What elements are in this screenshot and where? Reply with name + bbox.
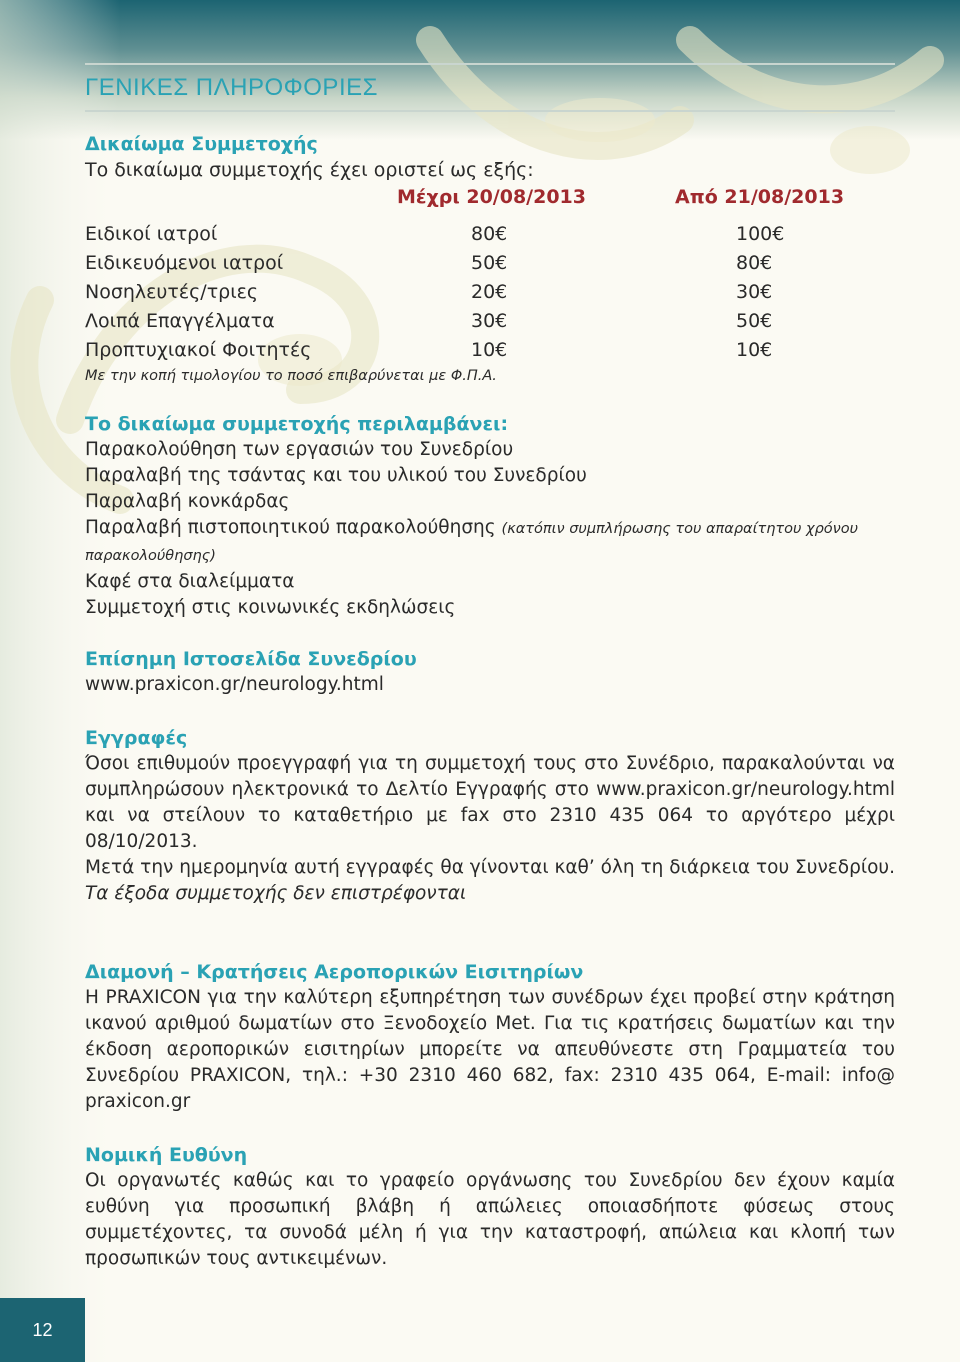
- participation-intro: Το δικαίωμα συμμετοχής έχει οριστεί ως εξής:: [85, 159, 534, 181]
- fee-category: Λοιπά Επαγγέλματα: [85, 310, 275, 332]
- includes-item: Παραλαβή κονκάρδας: [85, 491, 290, 512]
- registration-text: Μετά την ημερομηνία αυτή εγγραφές θα γίνονται καθ’ όλη τη διάρκεια του Συνεδρίου.: [85, 857, 895, 878]
- registration-heading: Εγγραφές: [85, 727, 188, 749]
- fee-late: 80€: [736, 252, 773, 274]
- includes-section: [85, 411, 895, 621]
- fee-row: [85, 249, 895, 278]
- registration-text: Όσοι επιθυμούν προεγγραφή για τη συμμετοχή τους στο Συνέδριο, παρακαλούνται να συμπληρώσουν ηλεκτρονικά το Δελτίο Εγγραφής στο www.praxicon.gr/neurology.html και να στείλουν το καταθετήριο με fax στο 2310 435 064 το αργότερο μέχρι 08/10/2013.: [85, 753, 895, 852]
- fee-early: 30€: [471, 310, 508, 332]
- fee-category: Ειδικοί ιατροί: [85, 223, 218, 245]
- fee-table-header: [85, 186, 895, 214]
- fee-late: 10€: [736, 339, 773, 361]
- fee-row: [85, 336, 895, 365]
- fee-early: 10€: [471, 339, 508, 361]
- fee-category: Προπτυχιακοί Φοιτητές: [85, 339, 312, 361]
- page-title: ΓΕΝΙΚΕΣ ΠΛΗΡΟΦΟΡΙΕΣ: [85, 74, 378, 101]
- fee-late: 50€: [736, 310, 773, 332]
- fee-col-early: Μέχρι 20/08/2013: [397, 186, 586, 208]
- includes-heading: Το δικαίωμα συμμετοχής περιλαμβάνει:: [85, 413, 509, 435]
- accommodation-text: Η PRAXICON για την καλύτερη εξυπηρέτηση των συνέδρων έχει προβεί στην κράτηση ικανού αριθμού δωματίων στο Ξενοδοχείο Met. Για τις κρατήσεις δωματίων και την έκδοση αεροπορικών εισιτηρίων μπορείτε να απευθύνεστε στη Γραμματεία του Συνεδρίου PRAXICON, τηλ.: +30 2310 460 682, fax: 2310 435 064, E-mail: info@ praxicon.gr: [85, 987, 895, 1112]
- liability-heading: Νομική Ευθύνη: [85, 1144, 248, 1166]
- website-url[interactable]: www.praxicon.gr/neurology.html: [85, 674, 384, 695]
- includes-item: [85, 515, 895, 569]
- fee-category: Νοσηλευτές/τριες: [85, 281, 259, 303]
- fee-row: [85, 278, 895, 307]
- includes-item: Παρακολούθηση των εργασιών του Συνεδρίου: [85, 439, 514, 460]
- participation-heading: Δικαίωμα Συμμετοχής: [85, 133, 318, 155]
- title-divider: [85, 110, 895, 112]
- accommodation-heading: Διαμονή – Κρατήσεις Αεροπορικών Εισιτηρίων: [85, 961, 584, 983]
- liability-section: [85, 1142, 895, 1272]
- accommodation-section: [85, 959, 895, 1115]
- fee-late: 30€: [736, 281, 773, 303]
- includes-item: Παραλαβή της τσάντας και του υλικού του Συνεδρίου: [85, 465, 587, 486]
- fee-early: 50€: [471, 252, 508, 274]
- fee-early: 80€: [471, 223, 508, 245]
- fee-col-late: Από 21/08/2013: [675, 186, 845, 208]
- fee-early: 20€: [471, 281, 508, 303]
- liability-text: Οι οργανωτές καθώς και το γραφείο οργάνωσης του Συνεδρίου δεν έχουν καμία ευθύνη για προσωπική βλάβη ή απώλειες οποιασδήποτε φύσεως στους συμμετέχοντες, τα συνοδά μέλη ή για την καταστροφή, απώλεια και κλοπή των προσωπικών τους αντικειμένων.: [85, 1170, 895, 1269]
- includes-item-text: Παραλαβή πιστοποιητικού παρακολούθησης: [85, 517, 496, 538]
- vat-note: Με την κοπή τιμολογίου το ποσό επιβαρύνεται με Φ.Π.Α.: [85, 368, 497, 384]
- participation-section: [85, 131, 895, 183]
- fee-table: [85, 186, 895, 387]
- fee-category: Ειδικευόμενοι ιατροί: [85, 252, 284, 274]
- page-number: 12: [0, 1298, 85, 1362]
- fee-late: 100€: [736, 223, 785, 245]
- fee-row: [85, 220, 895, 249]
- registration-refund-note: Τα έξοδα συμμετοχής δεν επιστρέφονται: [85, 883, 467, 904]
- website-heading: Επίσημη Ιστοσελίδα Συνεδρίου: [85, 648, 417, 670]
- top-divider: [85, 63, 895, 65]
- website-section: [85, 646, 895, 698]
- includes-item-note: (κατόπιν συμπλήρωσης του απαραίτητου χρόνου παρακολούθησης): [85, 521, 859, 564]
- fee-row: [85, 307, 895, 336]
- includes-item: Καφέ στα διαλείμματα: [85, 571, 295, 592]
- includes-item: Συμμετοχή στις κοινωνικές εκδηλώσεις: [85, 597, 456, 618]
- registration-section: [85, 725, 895, 907]
